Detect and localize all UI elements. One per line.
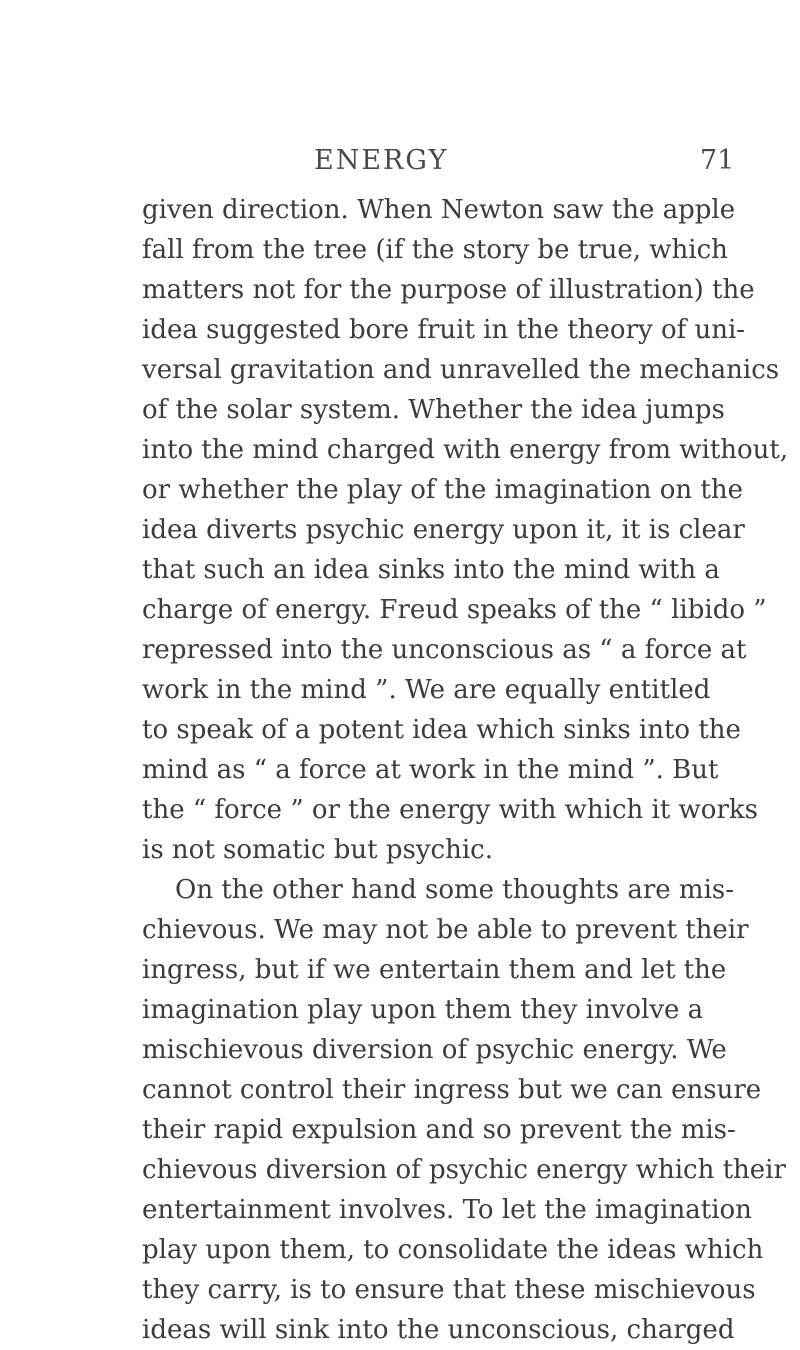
text-line: is not somatic but psychic. xyxy=(142,835,493,865)
text-line: imagination play upon them they involve a xyxy=(142,995,704,1025)
text-line: matters not for the purpose of illustration) the xyxy=(142,275,755,305)
running-header xyxy=(0,143,800,183)
text-line: given direction. When Newton saw the apple xyxy=(142,195,736,225)
text-line: chievous. We may not be able to prevent their xyxy=(142,915,749,945)
text-line: mischievous diversion of psychic energy. We xyxy=(142,1035,727,1065)
text-line: their rapid expulsion and so prevent the mis- xyxy=(142,1115,736,1145)
text-line: ideas will sink into the unconscious, charged xyxy=(142,1315,735,1345)
text-line: of the solar system. Whether the idea jumps xyxy=(142,395,725,425)
text-line: fall from the tree (if the story be true, which xyxy=(142,235,728,265)
text-line: play upon them, to consolidate the ideas which xyxy=(142,1235,764,1265)
text-line: the “ force ” or the energy with which it works xyxy=(142,795,758,825)
text-line: to speak of a potent idea which sinks into the xyxy=(142,715,741,745)
paragraph-first-line: On the other hand some thoughts are mis- xyxy=(175,875,735,905)
text-line: mind as “ a force at work in the mind ”. But xyxy=(142,755,719,785)
text-line: idea suggested bore fruit in the theory of uni- xyxy=(142,315,746,345)
text-line: repressed into the unconscious as “ a force at xyxy=(142,635,747,665)
running-title: ENERGY xyxy=(314,145,449,176)
text-line: versal gravitation and unravelled the mechanics xyxy=(142,355,780,385)
text-line: chievous diversion of psychic energy which their xyxy=(142,1155,786,1185)
text-line: charge of energy. Freud speaks of the “ libido ” xyxy=(142,595,767,625)
text-line: that such an idea sinks into the mind with a xyxy=(142,555,720,585)
page-number: 71 xyxy=(700,145,735,176)
text-line: ingress, but if we entertain them and let the xyxy=(142,955,727,985)
body-text xyxy=(142,190,789,1350)
text-line: work in the mind ”. We are equally entitled xyxy=(142,675,711,705)
text-line: cannot control their ingress but we can ensure xyxy=(142,1075,762,1105)
text-line: or whether the play of the imagination on the xyxy=(142,475,743,505)
text-line: into the mind charged with energy from without, xyxy=(142,435,789,465)
text-line: idea diverts psychic energy upon it, it is clear xyxy=(142,515,745,545)
text-line: they carry, is to ensure that these mischievous xyxy=(142,1275,756,1305)
text-line: entertainment involves. To let the imagination xyxy=(142,1195,752,1225)
